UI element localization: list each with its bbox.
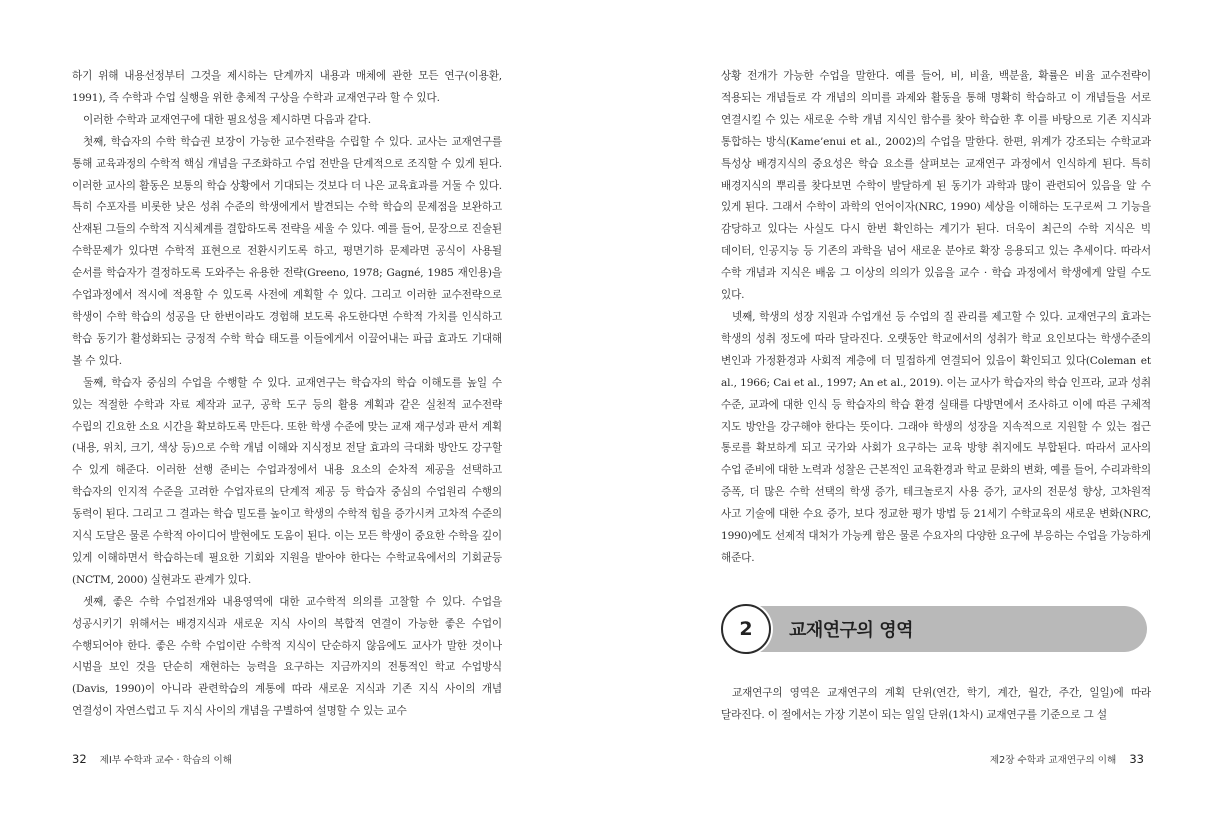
paragraph: 첫째, 학습자의 수학 학습권 보장이 가능한 교수전략을 수립할 수 있다. 교사는 교재연구를 통해 교육과정의 수학적 핵심 개념을 구조화하고 수업 전반을 단계적으로 조직할 수 있게 된다. 이러한 교사의 활동은 보통의 학습 상황에서 기대되는 것보다 더 나은 교육효과를 거둘 수 있다. 특히 수포자를 비롯한 낮은 성취 수준의 학생에게서 발견되는 수학 학습의 문제점을 보완하고 산재된 그들의 수학적 지식체계를 결합하도록 전략을 세울 수 있다. 예를 들어, 문장으로 진술된 수학문제가 있다면 수학적 표현으로 전환시키도록 하고, 평면기하 문제라면 공식이 사용될 순서를 학습자가 결정하도록 도와주는 유용한 전략(Greeno, 1978; Gagné, 1985 재인용)을 수업과정에서 적시에 적용할 수 있도록 사전에 계획할 수 있다. 그리고 이러한 교수전략으로 학생이 수학 학습의 성공을 단 한번이라도 경험해 보도록 유도한다면 수학적 가치를 인식하고 학습 동기가 활성화되는 긍정적 수학 학습 태도를 이들에게서 이끌어내는 파급 효과도 기대해 볼 수 있다. [72, 135, 502, 367]
paragraph: 셋째, 좋은 수학 수업전개와 내용영역에 대한 교수학적 의의를 고찰할 수 있다. 수업을 성공시키기 위해서는 배경지식과 새로운 지식 사이의 복합적 연결이 가능한 좋은 수업이 수행되어야 한다. 좋은 수학 수업이란 수학적 지식이 단순하지 않음에도 교사가 말한 것이나 시범을 보인 것을 단순히 재현하는 능력을 요구하는 지금까지의 전통적인 학교 수업방식(Davis, 1990)이 아니라 관련학습의 계통에 따라 새로운 지식과 기존 지식 사이의 개념 연결성이 자연스럽고 두 지식 사이의 개념을 구별하여 설명할 수 있는 교수 [72, 595, 502, 718]
right-page [608, 0, 1215, 814]
section-body-text [721, 683, 1151, 727]
running-header: 제Ⅰ부 수학과 교수 · 학습의 이해 [99, 755, 233, 766]
left-footer [72, 752, 232, 766]
right-body-text [721, 66, 1151, 570]
page-number: 33 [1129, 752, 1144, 766]
page-number: 32 [72, 752, 87, 766]
left-body-text [72, 66, 502, 723]
section-number-badge: 2 [721, 604, 771, 654]
paragraph: 교재연구의 영역은 교재연구의 계획 단위(연간, 학기, 계간, 월간, 주간, 일일)에 따라 달라진다. 이 절에서는 가장 기본이 되는 일일 단위(1차시) 교재연구를 기준으로 그 설 [721, 687, 1151, 721]
section-title: 교재연구의 영역 [789, 620, 913, 641]
section-heading [721, 604, 1147, 654]
paragraph: 하기 위해 내용선정부터 그것을 제시하는 단계까지 내용과 매체에 관한 모든 연구(이용환, 1991), 즉 수학과 수업 실행을 위한 총체적 구상을 수학과 교재연구라 할 수 있다. [72, 70, 502, 104]
paragraph: 이러한 수학과 교재연구에 대한 필요성을 제시하면 다음과 같다. [83, 113, 371, 126]
paragraph: 둘째, 학습자 중심의 수업을 수행할 수 있다. 교재연구는 학습자의 학습 이해도를 높일 수 있는 적절한 수학과 자료 제작과 교구, 공학 도구 등의 활용 계획과 같은 실천적 교수전략 수립의 긴요한 소요 시간을 확보하도록 만든다. 또한 학생 수준에 맞는 교재 재구성과 판서 계획(내용, 위치, 크기, 색상 등)으로 수학 개념 이해와 지식정보 전달 효과의 극대화 방안도 강구할 수 있게 해준다. 이러한 선행 준비는 수업과정에서 내용 요소의 순차적 제공을 선택하고 학습자의 인지적 수준을 고려한 수업자료의 단계적 제공 등 학습자 중심의 수업원리 수행의 동력이 된다. 그리고 그 결과는 학습 밀도를 높이고 학생의 수학적 힘을 증가시켜 고차적 수준의 지식 도달은 물론 수학적 아이디어 발현에도 도움이 된다. 이는 모든 학생이 중요한 수학을 깊이 있게 이해하면서 학습하는데 필요한 기회와 지원을 받아야 한다는 수학교육에서의 기회균등(NCTM, 2000) 실현과도 관계가 있다. [72, 376, 502, 586]
running-header: 제2장 수학과 교재연구의 이해 [989, 755, 1117, 766]
paragraph: 넷째, 학생의 성장 지원과 수업개선 등 수업의 질 관리를 제고할 수 있다. 교재연구의 효과는 학생의 성취 정도에 따라 달라진다. 오랫동안 학교에서의 성취가 학교 요인보다는 학생수준의 변인과 가정환경과 사회적 계층에 더 밀접하게 연결되어 있음이 확인되고 있다(Coleman et al., 1966; Cai et al., 1997; An et al., 2019). 이는 교사가 학습자의 학습 인프라, 교과 성취 수준, 교과에 대한 인식 등 학습자의 학습 환경 실태를 다방면에서 조사하고 이에 따른 구체적 지도 방안을 강구해야 한다는 뜻이다. 그래야 학생의 성장을 지속적으로 지원할 수 있는 접근 통로를 확보하게 되고 국가와 사회가 요구하는 교육 방향 취지에도 부합된다. 따라서 교사의 수업 준비에 대한 노력과 성찰은 근본적인 교육환경과 학교 문화의 변화, 예를 들어, 수리과학의 증폭, 더 많은 수학 선택의 학생 증가, 테크놀로지 사용 증가, 교사의 전문성 향상, 고차원적 사고 기술에 대한 수요 증가, 보다 정교한 평가 방법 등 21세기 수학교육의 새로운 변화(NRC, 1990)에도 선제적 대처가 가능케 함은 물론 수요자의 다양한 요구에 부응하는 수업을 가능하게 해준다. [721, 310, 1151, 564]
left-page [0, 0, 607, 814]
paragraph: 상황 전개가 가능한 수업을 말한다. 예를 들어, 비, 비율, 백분율, 확률은 비율 교수전략이 적용되는 개념들로 각 개념의 의미를 과제와 활동을 통해 명확히 학습하고 이 개념들을 서로 연결시킬 수 있는 새로운 수학 개념 지식인 함수를 찾아 학습한 후 이를 바탕으로 기존 지식과 통합하는 방식(Kame’enui et al., 2002)의 수업을 말한다. 한편, 위계가 강조되는 수학교과 특성상 배경지식의 중요성은 학습 요소를 살펴보는 교재연구 과정에서 인식하게 된다. 특히 배경지식의 뿌리를 찾다보면 수학이 발달하게 된 동기가 과학과 많이 관련되어 있음을 알 수 있게 된다. 그래서 수학이 과학의 언어이자(NRC, 1990) 세상을 이해하는 도구로써 그 기능을 감당하고 있다는 사실도 다시 한번 확인하는 계기가 된다. 더욱이 최근의 수학 지식은 빅 데이터, 인공지능 등 기존의 과학을 넘어 새로운 분야로 확장 응용되고 있는 추세이다. 따라서 수학 개념과 지식은 배움 그 이상의 의의가 있음을 교수 · 학습 과정에서 학생에게 알릴 수도 있다. [721, 70, 1151, 302]
